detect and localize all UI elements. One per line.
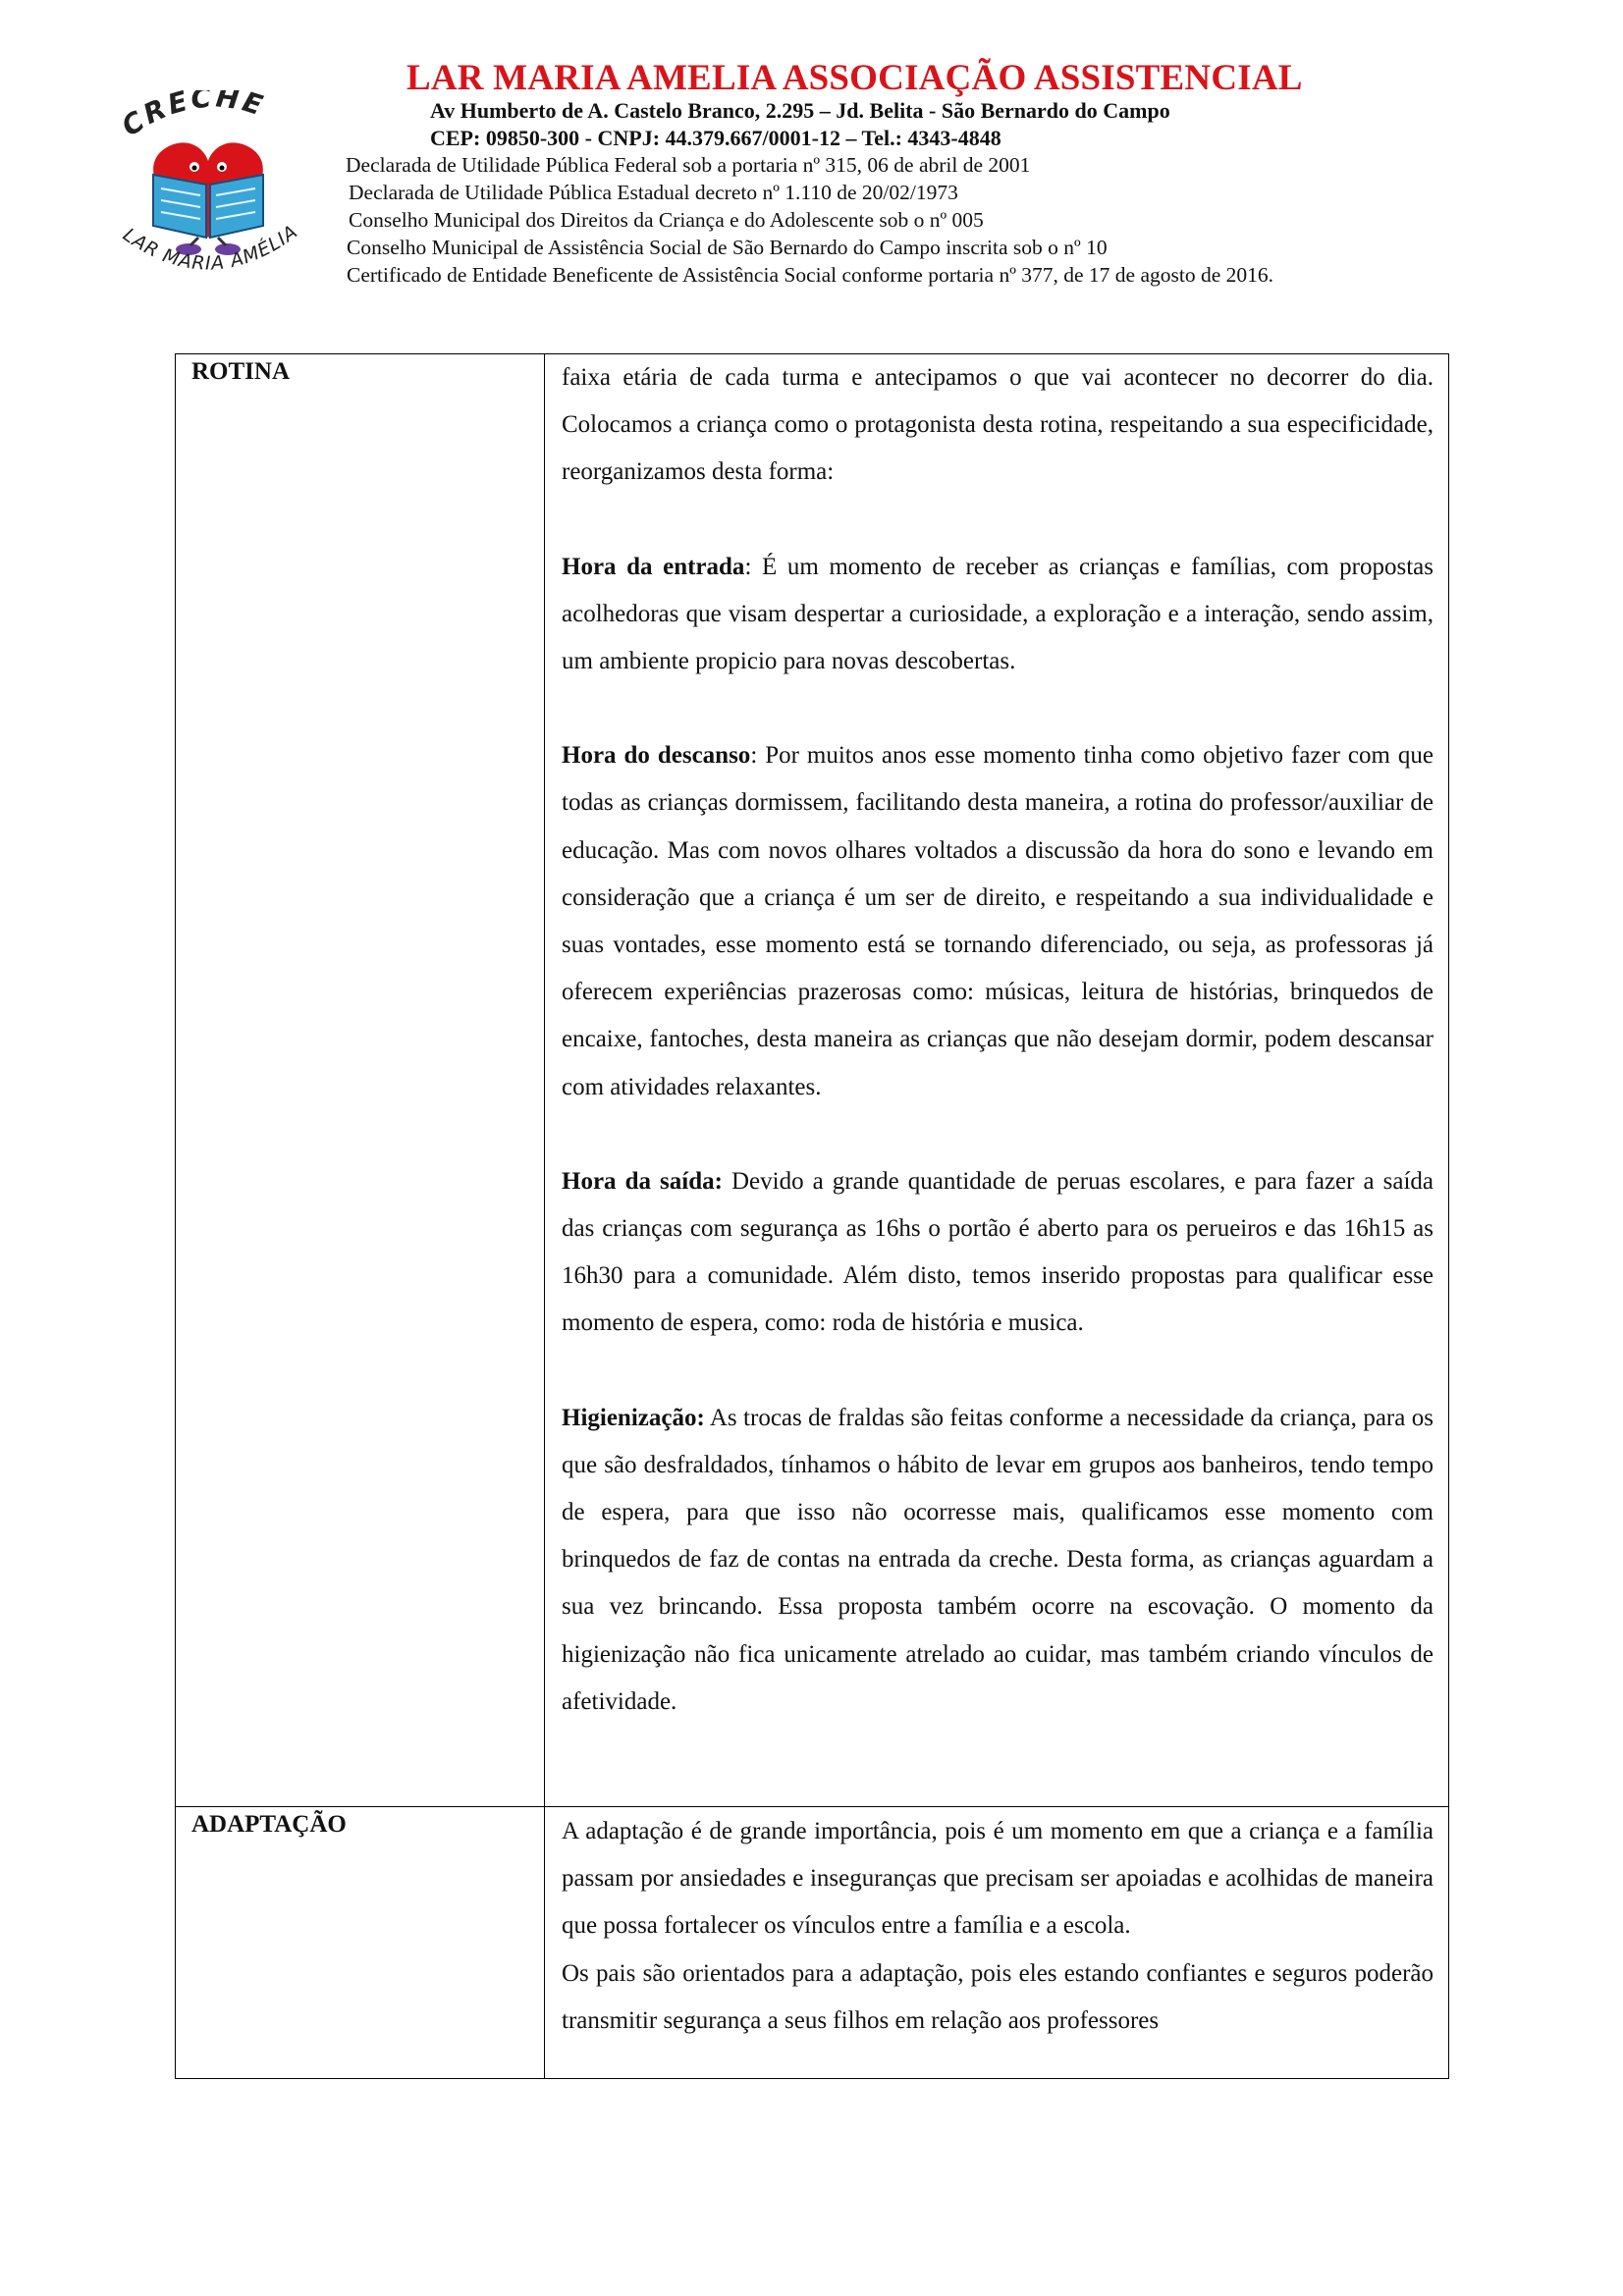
address-line: Av Humberto de A. Castelo Branco, 2.295 – Jd. Belita - São Bernardo do Campo (430, 98, 1170, 123)
declaration-line: Declarada de Utilidade Pública Estadual decreto nº 1.110 de 20/02/1973 (349, 181, 958, 204)
row-label-rotina: ROTINA (191, 358, 291, 385)
section-lead: Hora da saída: (562, 1167, 723, 1195)
declaration-line: Conselho Municipal dos Direitos da Criança e do Adolescente sob o nº 005 (349, 208, 984, 232)
logo-graphic (110, 90, 306, 296)
section-text: As trocas de fraldas são feitas conforme a necessidade da criança, para os que são desfraldados, tínhamos o hábito de levar em grupos aos banheiros, tendo tempo de espera, para que isso não ocorresse mais, qualificamos esse momento com brinquedos de faz de contas na entrada da creche. Desta forma, as crianças aguardam a sua vez brincando. Essa proposta também ocorre na escovação. O momento da higienização não fica unicamente atrelado ao cuidar, mas também criando vínculos de afetividade. (562, 1404, 1434, 1715)
logo-bottom-text: LAR MARIA AMÉLIA (119, 220, 302, 275)
rotina-section (562, 544, 1434, 686)
section-lead: Hora da entrada (562, 553, 745, 580)
creche-logo (110, 90, 306, 296)
rotina-section (562, 1158, 1434, 1348)
content-table (175, 353, 1449, 2079)
svg-text:CRECHE (116, 90, 269, 142)
row-content-adaptacao (562, 1808, 1434, 2045)
row-label-adaptacao: ADAPTAÇÃO (191, 1811, 347, 1838)
section-lead: Higienização: (562, 1404, 705, 1431)
section-text: : Por muitos anos esse momento tinha como objetivo fazer com que todas as crianças dormissem, facilitando desta maneira, a rotina do professor/auxiliar de educação. Mas com novos olhares voltados a discussão da hora do sono e levando em consideração que a criança é um ser de direito, e respeitando a sua individualidade e suas vontades, esse momento está se tornando diferenciado, ou seja, as professoras já oferecem experiências prazerosas como: músicas, leitura de histórias, brinquedos de encaixe, fantoches, desta maneira as crianças que não desejam dormir, podem descansar com atividades relaxantes. (562, 742, 1434, 1100)
adaptacao-paragraph: A adaptação é de grande importância, pois é um momento em que a criança e a família passam por ansiedades e inseguranças que precisam ser apoiadas e acolhidas de maneira que possa fortalecer os vínculos entre a família e a escola. (562, 1818, 1434, 1940)
organization-name: LAR MARIA AMELIA ASSOCIAÇÃO ASSISTENCIAL (406, 58, 1303, 98)
adaptacao-paragraph: Os pais são orientados para a adaptação, pois eles estando confiantes e seguros poderão transmitir segurança a seus filhos em relação aos professores (562, 1959, 1434, 2034)
declaration-line: Conselho Municipal de Assistência Social de São Bernardo do Campo inscrita sob o nº 10 (347, 236, 1108, 259)
section-text: Devido a grande quantidade de peruas escolares, e para fazer a saída das crianças com segurança as 16hs o portão é aberto para os perueiros e das 16h15 as 16h30 para a comunidade. Além disto, temos inserido propostas para qualificar esse momento de espera, como: roda de história e musica. (562, 1167, 1434, 1337)
column-divider (544, 354, 545, 2078)
rotina-section (562, 1395, 1434, 1726)
row-divider (176, 1806, 1448, 1807)
rotina-section (562, 732, 1434, 1111)
declaration-line: Declarada de Utilidade Pública Federal sob a portaria nº 315, 06 de abril de 2001 (346, 153, 1031, 177)
section-lead: Hora do descanso (562, 742, 751, 770)
declaration-line: Certificado de Entidade Beneficente de Assistência Social conforme portaria nº 377, de 17 de agosto de 2016. (347, 263, 1274, 287)
cep-cnpj-line: CEP: 09850-300 - CNPJ: 44.379.667/0001-12 – Tel.: 4343-4848 (430, 126, 1001, 150)
rotina-intro: faixa etária de cada turma e antecipamos o que vai acontecer no decorrer do dia. Colocamos a criança como o protagonista desta rotina, respeitando a sua especificidade, reorganizamos desta forma: (562, 364, 1434, 486)
row-content-rotina (562, 354, 1434, 1726)
logo-top-text: CRECHE (115, 90, 270, 143)
section-text: : É um momento de receber as crianças e famílias, com propostas acolhedoras que visam despertar a curiosidade, a exploração e a interação, sendo assim, um ambiente propicio para novas descobertas. (562, 553, 1434, 675)
